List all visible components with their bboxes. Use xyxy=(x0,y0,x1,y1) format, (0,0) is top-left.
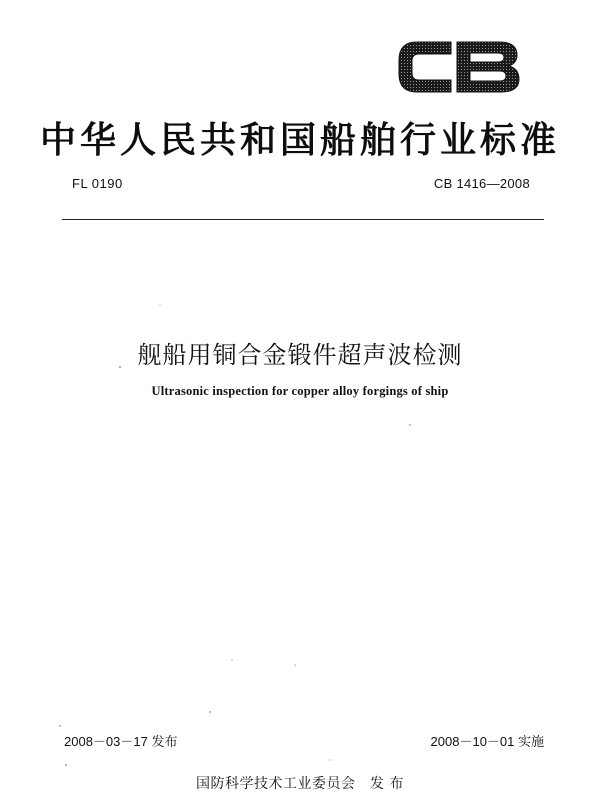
standard-number: CB 1416—2008 xyxy=(433,176,530,191)
publisher: 国防科学技术工业委员会 发 布 xyxy=(196,776,404,792)
cb-logo-mark xyxy=(395,36,523,98)
implementation-date: 2008－10－01 实施 xyxy=(430,734,544,749)
header-divider xyxy=(62,219,544,220)
cb-logo xyxy=(395,36,523,98)
document-title-chinese: 舰船用铜合金锻件超声波检测 xyxy=(137,341,463,369)
document-title-english: Ultrasonic inspection for copper alloy forgings of ship xyxy=(151,384,449,398)
classification-code: FL 0190 xyxy=(72,176,123,191)
cb-logo-letter-c xyxy=(399,42,451,92)
industry-standard-title: 中华人民共和国船舶行业标准 xyxy=(39,120,560,161)
cb-logo-letter-b xyxy=(457,42,519,92)
issue-date: 2008－03－17 发布 xyxy=(64,734,178,749)
